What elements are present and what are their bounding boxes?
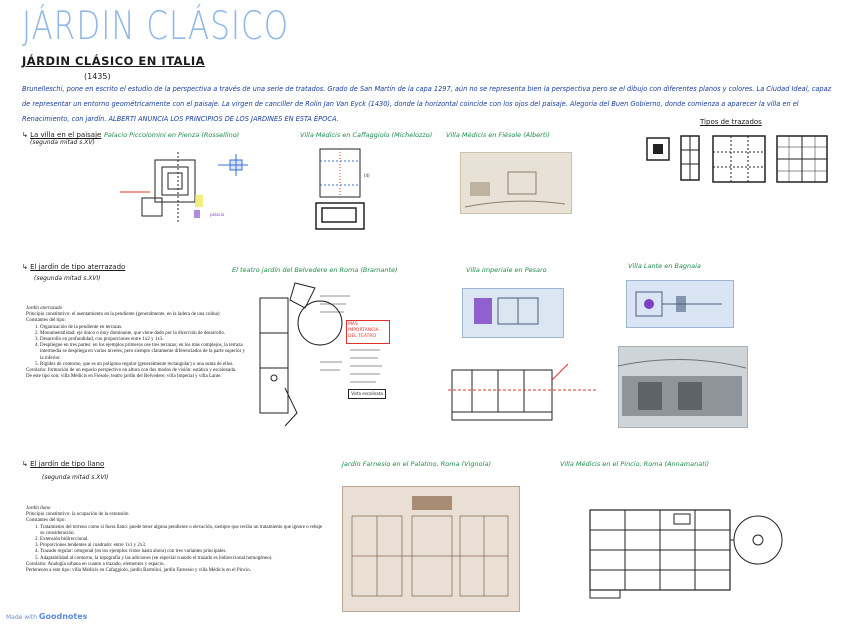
- notes-principle: Principio constitutivo: la ocupación de la extensión: [26, 512, 129, 518]
- list-item: 3. Desarrollo en profundidad, con proporciones entre 1x2 y 1x3.: [40, 337, 248, 343]
- section-period: (segunda mitad s.XVI): [34, 275, 101, 282]
- notes-constants: Constantes del tipo:: [26, 518, 66, 524]
- list-item: 1. Organización de la pendiente en terrazas.: [40, 325, 248, 331]
- notes-principle: Principio constitutivo: el asentamiento en la pendiente (generalmente, en la ladera de una colina): [26, 312, 220, 318]
- farnesio-overlay: [342, 486, 518, 610]
- caption-pincio: Villa Médicis en el Pincio, Roma (Annamanati): [560, 460, 710, 468]
- arrow-icon: ↳: [22, 263, 28, 271]
- list-item: 4. Despliegue en tres partes: en los ejemplos primeros ose tres terrazas; en los más complejos, la terraza intermedia se despliega en varios niveles, pero siempre claramente diferenciados de la parte superior y la inferior.: [40, 343, 248, 362]
- arrow-icon: ↳: [22, 460, 28, 468]
- notes-examples: Pertenecen a este tipo: villa Médicis en Cafaggiolo, jardín Bartolini, jardín Farnesio y villa Médicis en el Pincio.: [26, 568, 251, 574]
- pincio-plan-drawing: [580, 500, 790, 605]
- list-item: 5. Adaptabilidad al contorno, la topografía y las adiciones (en especial cuando el trazado es bidireccional homogéneo).: [40, 556, 326, 562]
- list-item: 1. Tratamiento del terreno como si fuera llano: puede tener alguna pendiente o elevación, siempre que reciba un tratamiento que ignore o rebaje su consideración.: [40, 525, 326, 537]
- villa-imperiale-overlay: [462, 288, 562, 336]
- caption-palacio: Palacio Piccolomini en Pienza (Rossellino): [104, 131, 240, 139]
- section-aterrazado: [22, 263, 125, 282]
- goodnotes-brand: [6, 612, 87, 621]
- caption-tipos: Tipos de trazados: [700, 118, 762, 126]
- intro-paragraph: Brunelleschi, pone en escrito el estudio de la perspectiva a través de una serie de tratados. Grado de San Martín de la capa 1297, aún no se representa bien la perspectiva pero se el dibujo con diferentes planos y colores. La Ciudad Ideal, capaz de representar un entorno geométricamente con el paisaje. La virgen de canciller de Rolin Jan Van Eyck (1430), donde la horizontal coincide con los ojos del paisaje. Alegoría del Buen Gobierno, donde comienza a aparecer la villa en el Renacimiento, con jardín. ALBERTI ANUNCIA LOS PRINCIPIOS DE LOS JARDINES EN ESTA ÉPOCA.: [22, 85, 832, 123]
- section-period: (segunda mitad s.XV): [30, 139, 95, 146]
- caption-cafaggiolo: Villa Médicis en Caffaggiolo (Michelozzo): [300, 131, 433, 139]
- section-villa-paisaje: [22, 131, 101, 146]
- list-item: 2. Monumentalidad: eje único o muy dominante, que viene dado por la dirección de desarrollo.: [40, 331, 248, 337]
- caption-villa-lante: Villa Lante en Bagnaia: [628, 262, 701, 270]
- villa-imperiale-section: [448, 360, 598, 440]
- notes-corolario: Corolario: Analogía urbana en cuanto a trazado, elementos y espacio.: [26, 561, 165, 567]
- list-item: 2. Extensión bidireccional.: [40, 537, 326, 543]
- villa-lante-overlay: [626, 280, 732, 326]
- page-title: JÁRDIN CLÁSICO: [22, 4, 290, 49]
- vista-note: Vista escalinata: [348, 389, 386, 399]
- section-heading: El jardín de tipo aterrazado: [30, 263, 126, 271]
- palacio-plan-drawing: [120, 150, 250, 225]
- aterrazado-typed-notes: [26, 306, 248, 380]
- arrow-icon: ↳: [22, 131, 28, 139]
- caption-villa-imperiale: Villa imperiale en Pesaro: [466, 266, 547, 274]
- belvedere-handnotes: [320, 292, 410, 402]
- notes-examples: De este tipo son: villa Médicis en Fiésole, teatro jardín del Belvedere, villa Imperial y villa Lante.: [26, 374, 222, 380]
- cafaggiolo-plan-drawing: [316, 145, 376, 235]
- fiesole-overlay: [460, 152, 570, 212]
- section-llano: [22, 460, 109, 481]
- list-item: 3. Proporciones tendentes al cuadrado: entre 1x1 y 2x3.: [40, 543, 326, 549]
- importance-note: MAS IMPORTANCIA DEL TEATRO: [346, 320, 390, 344]
- svg-text:palacio: palacio: [210, 212, 225, 217]
- notes-corolario: Corolario: formación de un espacio perspectivo en altura con dos modos de visión: estática y escalonada.: [26, 368, 237, 374]
- caption-farnesio: Jardín Farnesio en el Palatino, Roma (Vignola): [342, 460, 491, 468]
- llano-typed-notes: [26, 506, 326, 574]
- list-item: 4. Trazado regular: ortogonal (en los ejemplos vistos hasta ahora) con tres variantes principales.: [40, 549, 326, 555]
- notes-title: Jardín llano: [26, 506, 51, 511]
- svg-text:(4): (4): [364, 173, 370, 178]
- villa-lante-photo-overlay: [618, 346, 746, 426]
- brand-made-with: Made with: [6, 614, 37, 621]
- section-period: (segunda mitad s.XVI): [42, 474, 109, 481]
- caption-fiesole: Villa Médicis en Fiésole (Alberti): [446, 131, 550, 139]
- list-item: 5. Rigidez de contorno, que es un polígono regular (generalmente rectangular) o una suma de ellos.: [40, 362, 248, 368]
- caption-belvedere: El teatro jardín del Belvedere en Roma (Bramante): [232, 266, 398, 274]
- notes-title: Jardín aterrazado: [26, 306, 63, 311]
- brand-name: Goodnotes: [38, 612, 88, 621]
- tipos-trazados-grids: [645, 132, 835, 202]
- year-note: (1435): [84, 72, 111, 81]
- notes-constants: Constantes del tipo:: [26, 318, 66, 324]
- section-heading: La villa en el paisaje: [30, 131, 102, 139]
- section-heading: El jardín de tipo llano: [30, 460, 105, 468]
- page-subtitle: JÁRDIN CLÁSICO EN ITALIA: [22, 54, 206, 68]
